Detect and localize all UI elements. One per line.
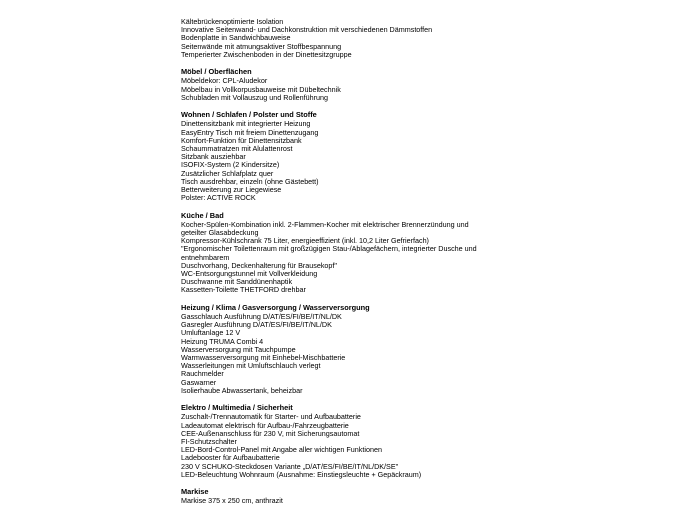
section-heading: Wohnen / Schlafen / Polster und Stoffe: [181, 110, 317, 120]
list-item: Betterweiterung zur Liegewiese: [181, 185, 282, 194]
list-item: CEE-Außenanschluss für 230 V, mit Sicherungsautomat: [181, 428, 360, 438]
list-item: Gaswarner: [181, 377, 217, 387]
list-item: Dinettensitzbank mit integrierter Heizung: [181, 119, 311, 129]
list-item: Temperierter Zwischenboden in der Dinettesitzgruppe: [181, 49, 352, 59]
list-item: Kompressor-Kühlschrank 75 Liter, energieeffizient (inkl. 10,2 Liter Gefrierfach): [181, 236, 429, 246]
list-item: FI-Schutzschalter: [181, 437, 237, 446]
list-item: Schubladen mit Vollauszug und Rollenführung: [181, 92, 329, 102]
list-item: Komfort-Funktion für Dinettensitzbank: [181, 135, 302, 145]
list-item: Möbelbau in Vollkorpusbauweise mit Dübeltechnik: [181, 84, 341, 94]
list-item: Isolierhaube Abwassertank, beheizbar: [181, 385, 303, 395]
list-item: Tisch ausdrehbar, einzeln (ohne Gästebett): [181, 176, 319, 186]
section-awning: [181, 488, 481, 505]
list-item: EasyEntry Tisch mit freiem Dinettenzugang: [181, 127, 319, 137]
list-item: Warmwasserversorgung mit Einhebel-Mischbatterie: [181, 353, 346, 362]
list-item: Polster: ACTIVE ROCK: [181, 193, 256, 203]
section-insulation: [181, 18, 481, 59]
list-item: Markise 375 x 250 cm, anthrazit: [181, 496, 283, 506]
list-item: Gasschlauch Ausführung D/AT/ES/FI/BE/IT/NL/DK: [181, 311, 342, 321]
list-item: Bodenplatte in Sandwichbauweise: [181, 33, 291, 43]
list-item: 230 V SCHUKO-Steckdosen Variante „D/AT/ES/FI/BE/IT/NL/DK/SE": [181, 461, 399, 471]
section-heading: Markise: [181, 487, 209, 497]
list-item: Duschvorhang, Deckenhalterung für Brausekopf": [181, 260, 337, 270]
section-living: [181, 111, 481, 202]
list-item: Rauchmelder: [181, 369, 224, 379]
list-item: Sitzbank ausziehbar: [181, 152, 246, 162]
list-item: Schaummatratzen mit Alulattenrost: [181, 143, 293, 153]
list-item: WC-Entsorgungstunnel mit Vollverkleidung: [181, 269, 318, 278]
section-heating-water: [181, 304, 481, 395]
section-heading: Möbel / Oberflächen: [181, 67, 252, 77]
list-item: Umluftanlage 12 V: [181, 328, 241, 338]
list-item: Zusätzlicher Schlafplatz quer: [181, 168, 274, 178]
list-item: Ladebooster für Aufbaubatterie: [181, 453, 280, 463]
section-furniture: [181, 68, 481, 102]
section-heading: Heizung / Klima / Gasversorgung / Wasserversorgung: [181, 302, 370, 312]
list-item: Kassetten-Toilette THETFORD drehbar: [181, 285, 306, 295]
list-item: Seitenwände mit atmungsaktiver Stoffbespannung: [181, 41, 342, 51]
list-item: Innovative Seitenwand- und Dachkonstruktion mit verschiedenen Dämmstoffen: [181, 25, 433, 35]
list-item: Kältebrückenoptimierte Isolation: [181, 17, 284, 26]
list-item: Wasserversorgung mit Tauchpumpe: [181, 344, 296, 354]
list-item: LED-Bord-Control-Panel mit Angabe aller wichtigen Funktionen: [181, 445, 382, 455]
list-item: LED-Beleuchtung Wohnraum (Ausnahme: Einstiegsleuchte + Gepäckraum): [181, 469, 422, 479]
document-page: [181, 18, 481, 515]
list-item: Kocher-Spülen-Kombination inkl. 2-Flammen-Kocher mit elektrischer Brennerzündung und geteilter Glasabdeckung: [181, 219, 469, 237]
section-electro: [181, 404, 481, 479]
list-item: Zuschalt-/Trennautomatik für Starter- und Aufbaubatterie: [181, 412, 361, 422]
list-item: Gasregler Ausführung D/AT/ES/FI/BE/IT/NL/DK: [181, 320, 332, 330]
list-item: Duschwanne mit Sanddünenhaptik: [181, 277, 293, 287]
list-item: Wasserleitungen mit Umluftschlauch verlegt: [181, 361, 321, 371]
list-item: "Ergonomischer Toilettenraum mit großzügigen Stau-/Ablagefächern, integrierter Dusche und entnehmbarem: [181, 244, 477, 262]
list-item: Heizung TRUMA Combi 4: [181, 336, 264, 346]
list-item: Ladeautomat elektrisch für Aufbau-/Fahrzeugbatterie: [181, 420, 349, 430]
section-kitchen-bath: [181, 212, 481, 295]
section-heading: Küche / Bad: [181, 210, 224, 220]
section-heading: Elektro / Multimedia / Sicherheit: [181, 403, 293, 413]
list-item: Möbeldekor: CPL-Aludekor: [181, 76, 268, 86]
list-item: ISOFIX-System (2 Kindersitze): [181, 160, 280, 170]
